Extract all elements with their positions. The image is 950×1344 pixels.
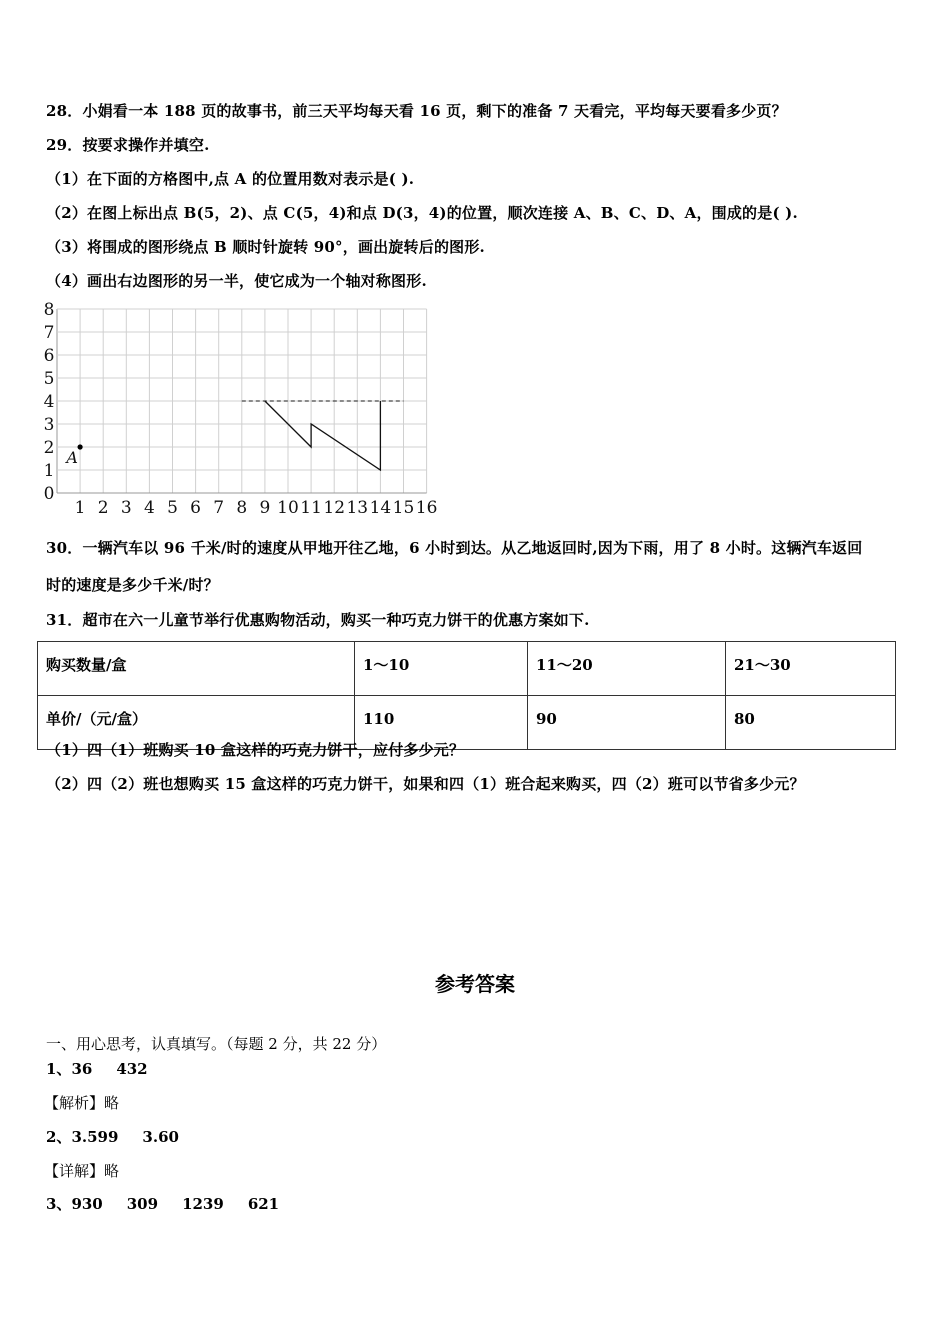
y-tick-label: 2 xyxy=(43,438,55,458)
y-tick-label: 6 xyxy=(43,346,55,366)
question-31-part-1: （1）四（1）班购买 10 盒这样的巧克力饼干，应付多少元？ xyxy=(46,741,465,759)
question-29-part-4: （4）画出右边图形的另一半，使它成为一个轴对称图形. xyxy=(46,272,427,290)
answer-label: 3、 xyxy=(46,1195,72,1213)
x-tick-label: 1 xyxy=(74,498,86,518)
answer-value: 1239 xyxy=(182,1195,224,1213)
y-tick-label: 8 xyxy=(43,300,55,320)
x-tick-label: 14 xyxy=(369,498,392,518)
answer-value: 930 xyxy=(71,1195,103,1213)
answer-label: 1、 xyxy=(46,1060,72,1078)
question-29: 29．按要求操作并填空. xyxy=(46,136,210,154)
half-shape xyxy=(265,401,381,470)
y-tick-label: 3 xyxy=(43,415,55,435)
table-cell: 1～10 xyxy=(355,642,528,696)
x-tick-label: 16 xyxy=(415,498,438,518)
x-tick-label: 3 xyxy=(120,498,132,518)
question-28: 28．小娟看一本 188 页的故事书，前三天平均每天看 16 页，剩下的准备 7 天看完，平均每天要看多少页？ xyxy=(46,102,787,120)
answer-2-note: 【详解】略 xyxy=(44,1162,120,1180)
x-tick-label: 2 xyxy=(97,498,109,518)
answer-2 xyxy=(46,1126,179,1147)
x-tick-label: 8 xyxy=(236,498,248,518)
answer-3 xyxy=(46,1193,279,1214)
x-tick-label: 7 xyxy=(213,498,225,518)
table-cell: 110 xyxy=(355,696,528,750)
question-29-part-1: （1）在下面的方格图中,点 A 的位置用数对表示是( ). xyxy=(46,170,415,188)
x-tick-label: 11 xyxy=(300,498,322,518)
x-tick-label: 15 xyxy=(392,498,415,518)
table-row xyxy=(38,642,896,696)
x-tick-label: 9 xyxy=(259,498,271,518)
question-31: 31．超市在六一儿童节举行优惠购物活动，购买一种巧克力饼干的优惠方案如下. xyxy=(46,611,590,629)
question-29-part-2: （2）在图上标出点 B(5，2)、点 C(5，4)和点 D(3，4)的位置，顺次连接 A、B、C、D、A，围成的是( ). xyxy=(46,204,798,222)
answer-label: 2、 xyxy=(46,1128,72,1146)
x-tick-label: 13 xyxy=(346,498,369,518)
question-31-part-2: （2）四（2）班也想购买 15 盒这样的巧克力饼干，如果和四（1）班合起来购买，四（2）班可以节省多少元？ xyxy=(46,775,805,793)
x-tick-label: 10 xyxy=(277,498,299,518)
answer-value: 621 xyxy=(247,1195,280,1213)
price-table xyxy=(37,641,896,750)
point-a-label: A xyxy=(66,448,78,467)
coordinate-grid xyxy=(30,296,450,521)
table-cell: 单价/（元/盒） xyxy=(38,696,355,750)
answer-1 xyxy=(46,1058,148,1079)
y-tick-label: 4 xyxy=(43,392,55,412)
y-tick-label: 1 xyxy=(43,461,55,481)
table-cell: 21～30 xyxy=(726,642,896,696)
answers-section-heading: 一、用心思考，认真填写。（每题 2 分，共 22 分） xyxy=(46,1035,387,1053)
x-tick-label: 5 xyxy=(167,498,178,518)
answer-value: 309 xyxy=(126,1195,159,1213)
x-tick-label: 12 xyxy=(323,498,346,518)
table-cell: 90 xyxy=(528,696,726,750)
y-tick-label: 5 xyxy=(43,369,55,389)
table-cell: 购买数量/盒 xyxy=(38,642,355,696)
answer-1-note: 【解析】略 xyxy=(44,1094,120,1112)
question-30-line-2: 时的速度是多少千米/时？ xyxy=(46,576,219,594)
point-a-dot xyxy=(78,444,83,449)
answer-value: 432 xyxy=(116,1060,148,1078)
x-tick-label: 6 xyxy=(190,498,202,518)
x-tick-label: 4 xyxy=(143,498,155,518)
answers-title: 参考答案 xyxy=(435,972,515,996)
answer-value: 3.599 xyxy=(71,1128,119,1146)
table-cell: 11～20 xyxy=(528,642,726,696)
table-cell: 80 xyxy=(726,696,896,750)
y-tick-label: 7 xyxy=(43,323,55,343)
y-tick-label: 0 xyxy=(43,484,55,504)
answer-value: 3.60 xyxy=(142,1128,179,1146)
question-30-line-1: 30．一辆汽车以 96 千米/时的速度从甲地开往乙地，6 小时到达。从乙地返回时,因为下雨，用了 8 小时。这辆汽车返回 xyxy=(46,539,863,557)
answer-value: 36 xyxy=(71,1060,93,1078)
question-29-part-3: （3）将围成的图形绕点 B 顺时针旋转 90°，画出旋转后的图形. xyxy=(46,238,485,256)
